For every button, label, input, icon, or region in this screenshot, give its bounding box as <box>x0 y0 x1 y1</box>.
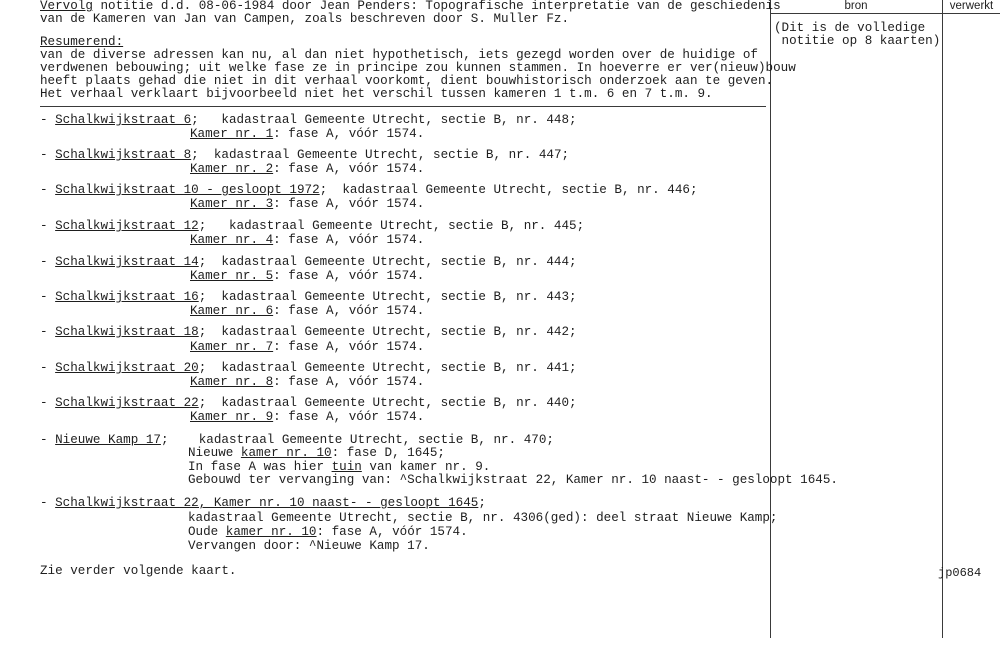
summary-heading: Resumerend: <box>40 35 124 49</box>
entry-address: Schalkwijkstraat 16 <box>55 290 199 304</box>
entry-fase: : fase A, vóór 1574. <box>273 340 425 354</box>
nieuwe-kamp-tuin: tuin <box>331 460 362 474</box>
entry-heading: - Schalkwijkstraat 10 - gesloopt 1972; kadastraal Gemeente Utrecht, sectie B, nr. 446; <box>40 183 698 197</box>
summary-line: heeft plaats gehad die niet in dit verhaal voorkomt, dient bouwhistorisch onderzoek aan te geven. <box>40 74 774 88</box>
entry-address: Schalkwijkstraat 14 <box>55 255 199 269</box>
entry-fase: : fase A, vóór 1574. <box>273 269 425 283</box>
nieuwe-kamp-fase: : fase D, 1645; <box>331 446 445 460</box>
summary-line: Het verhaal verklaart bijvoorbeeld niet het verschil tussen kameren 1 t.m. 6 en 7 t.m. 9. <box>40 87 713 101</box>
entry-kamer: Kamer nr. 1 <box>190 127 274 141</box>
entry-address: Schalkwijkstraat 20 <box>55 361 199 375</box>
entry-kamer-line <box>190 128 424 141</box>
archive-stamp: jp0684 <box>938 566 982 580</box>
kamer10-line3: Vervangen door: ^Nieuwe Kamp 17. <box>188 539 430 553</box>
entry-heading: - Schalkwijkstraat 6; kadastraal Gemeente Utrecht, sectie B, nr. 448; <box>40 113 577 127</box>
entry-fase: : fase A, vóór 1574. <box>273 127 425 141</box>
nieuwe-kamp-line2-pre: Nieuwe <box>188 446 241 460</box>
intro-vervolg: Vervolg <box>40 0 93 13</box>
kamer10-fase: : fase A, vóór 1574. <box>316 525 468 539</box>
entry-kamer-line <box>190 341 424 354</box>
header-bron: bron <box>844 0 868 12</box>
entry-kadaster: kadastraal Gemeente Utrecht, sectie B, nr. 444; <box>221 255 577 269</box>
summary-line: verdwenen bebouwing; uit welke fase ze in principe zou kunnen stammen. In hoeverre er ver(nieuw)bouw <box>40 61 796 75</box>
entry-address: Schalkwijkstraat 8 <box>55 148 192 162</box>
entry-fase: : fase A, vóór 1574. <box>273 410 425 424</box>
column-divider-bron <box>770 0 771 638</box>
entry-kadaster: kadastraal Gemeente Utrecht, sectie B, nr. 470; <box>198 433 554 447</box>
entry-kadaster: kadastraal Gemeente Utrecht, sectie B, nr. 443; <box>221 290 577 304</box>
entry-address: Schalkwijkstraat 18 <box>55 325 199 339</box>
entry-kadaster: kadastraal Gemeente Utrecht, sectie B, nr. 442; <box>221 325 577 339</box>
entry-kamer: Kamer nr. 7 <box>190 340 274 354</box>
entry-heading: - Schalkwijkstraat 14; kadastraal Gemeente Utrecht, sectie B, nr. 444; <box>40 255 577 269</box>
entry-kamer: Kamer nr. 9 <box>190 410 274 424</box>
entry-kamer: Kamer nr. 8 <box>190 375 274 389</box>
entry-kadaster: kadastraal Gemeente Utrecht, sectie B, nr. 447; <box>213 148 570 162</box>
bron-note-line1: (Dit is de volledige <box>774 21 926 35</box>
entry-kamer: Kamer nr. 5 <box>190 269 274 283</box>
header-underline-bron <box>770 13 1000 14</box>
kamer10-kamer: kamer nr. 10 <box>225 525 317 539</box>
entry-kamer-line <box>190 234 424 247</box>
header-verwerkt: verwerkt <box>949 0 994 12</box>
entry-kamer: Kamer nr. 6 <box>190 304 274 318</box>
footer-note: Zie verder volgende kaart. <box>40 564 237 578</box>
kamer10-line1: kadastraal Gemeente Utrecht, sectie B, nr. 4306(ged): deel straat Nieuwe Kamp; <box>188 511 778 525</box>
entry-kadaster: kadastraal Gemeente Utrecht, sectie B, nr. 445; <box>228 219 585 233</box>
entry-fase: : fase A, vóór 1574. <box>273 197 425 211</box>
entry-heading: - Schalkwijkstraat 16; kadastraal Gemeente Utrecht, sectie B, nr. 443; <box>40 290 577 304</box>
entry-kamer-line <box>190 376 424 389</box>
entry-address: Schalkwijkstraat 22 <box>55 396 199 410</box>
entry-fase: : fase A, vóór 1574. <box>273 162 425 176</box>
intro-line2: van de Kameren van Jan van Campen, zoals beschreven door S. Muller Fz. <box>40 12 570 26</box>
intro-separator-line <box>40 106 766 107</box>
entry-heading: - Schalkwijkstraat 18; kadastraal Gemeente Utrecht, sectie B, nr. 442; <box>40 325 577 339</box>
entry-kadaster: kadastraal Gemeente Utrecht, sectie B, nr. 446; <box>342 183 698 197</box>
entry-kamer-line <box>190 305 424 318</box>
entry-heading: - Nieuwe Kamp 17; kadastraal Gemeente Utrecht, sectie B, nr. 470; <box>40 433 554 447</box>
entry-address: Schalkwijkstraat 6 <box>55 113 192 127</box>
entry-heading: - Schalkwijkstraat 22; kadastraal Gemeente Utrecht, sectie B, nr. 440; <box>40 396 577 410</box>
column-divider-verwerkt <box>942 0 943 638</box>
entry-fase: : fase A, vóór 1574. <box>273 233 425 247</box>
nieuwe-kamp-line4: Gebouwd ter vervanging van: ^Schalkwijkstraat 22, Kamer nr. 10 naast- - gesloopt 1645. <box>188 473 838 487</box>
entry-kamer-line <box>190 411 424 424</box>
entry-kamer-line <box>190 163 424 176</box>
kamer10-line2-pre: Oude <box>188 525 226 539</box>
nieuwe-kamp-line3-pre: In fase A was hier <box>188 460 332 474</box>
entry-heading: - Schalkwijkstraat 22, Kamer nr. 10 naast- - gesloopt 1645; <box>40 496 486 510</box>
entry-kamer: Kamer nr. 2 <box>190 162 274 176</box>
entry-kadaster: kadastraal Gemeente Utrecht, sectie B, nr. 448; <box>221 113 577 127</box>
entry-address: Schalkwijkstraat 10 - gesloopt 1972 <box>55 183 320 197</box>
entry-fase: : fase A, vóór 1574. <box>273 304 425 318</box>
entry-kamer: Kamer nr. 3 <box>190 197 274 211</box>
intro-line1-text: notitie d.d. 08-06-1984 door Jean Penders: Topografische interpretatie van de geschiedenis <box>92 0 781 13</box>
nieuwe-kamp-line2 <box>188 447 445 460</box>
kamer10-line2 <box>188 526 468 539</box>
entry-kadaster: kadastraal Gemeente Utrecht, sectie B, nr. 440; <box>221 396 577 410</box>
entry-address: Schalkwijkstraat 22, Kamer nr. 10 naast- - gesloopt 1645 <box>55 496 479 510</box>
entry-kadaster: kadastraal Gemeente Utrecht, sectie B, nr. 441; <box>221 361 577 375</box>
entry-kamer: Kamer nr. 4 <box>190 233 274 247</box>
entry-heading: - Schalkwijkstraat 12; kadastraal Gemeente Utrecht, sectie B, nr. 445; <box>40 219 585 233</box>
summary-line: van de diverse adressen kan nu, al dan niet hypothetisch, iets gezegd worden over de huidige of <box>40 48 758 62</box>
entry-heading: - Schalkwijkstraat 8; kadastraal Gemeente Utrecht, sectie B, nr. 447; <box>40 148 570 162</box>
nieuwe-kamp-line3-post: van kamer nr. 9. <box>361 460 491 474</box>
bron-note-line2: notitie op 8 kaarten) <box>774 34 941 48</box>
entry-kamer-line <box>190 198 424 211</box>
entry-heading: - Schalkwijkstraat 20; kadastraal Gemeente Utrecht, sectie B, nr. 441; <box>40 361 577 375</box>
entry-fase: : fase A, vóór 1574. <box>273 375 425 389</box>
entry-address: Nieuwe Kamp 17 <box>55 433 161 447</box>
nieuwe-kamp-kamer: kamer nr. 10 <box>240 446 332 460</box>
entry-address: Schalkwijkstraat 12 <box>55 219 199 233</box>
entry-kamer-line <box>190 270 424 283</box>
